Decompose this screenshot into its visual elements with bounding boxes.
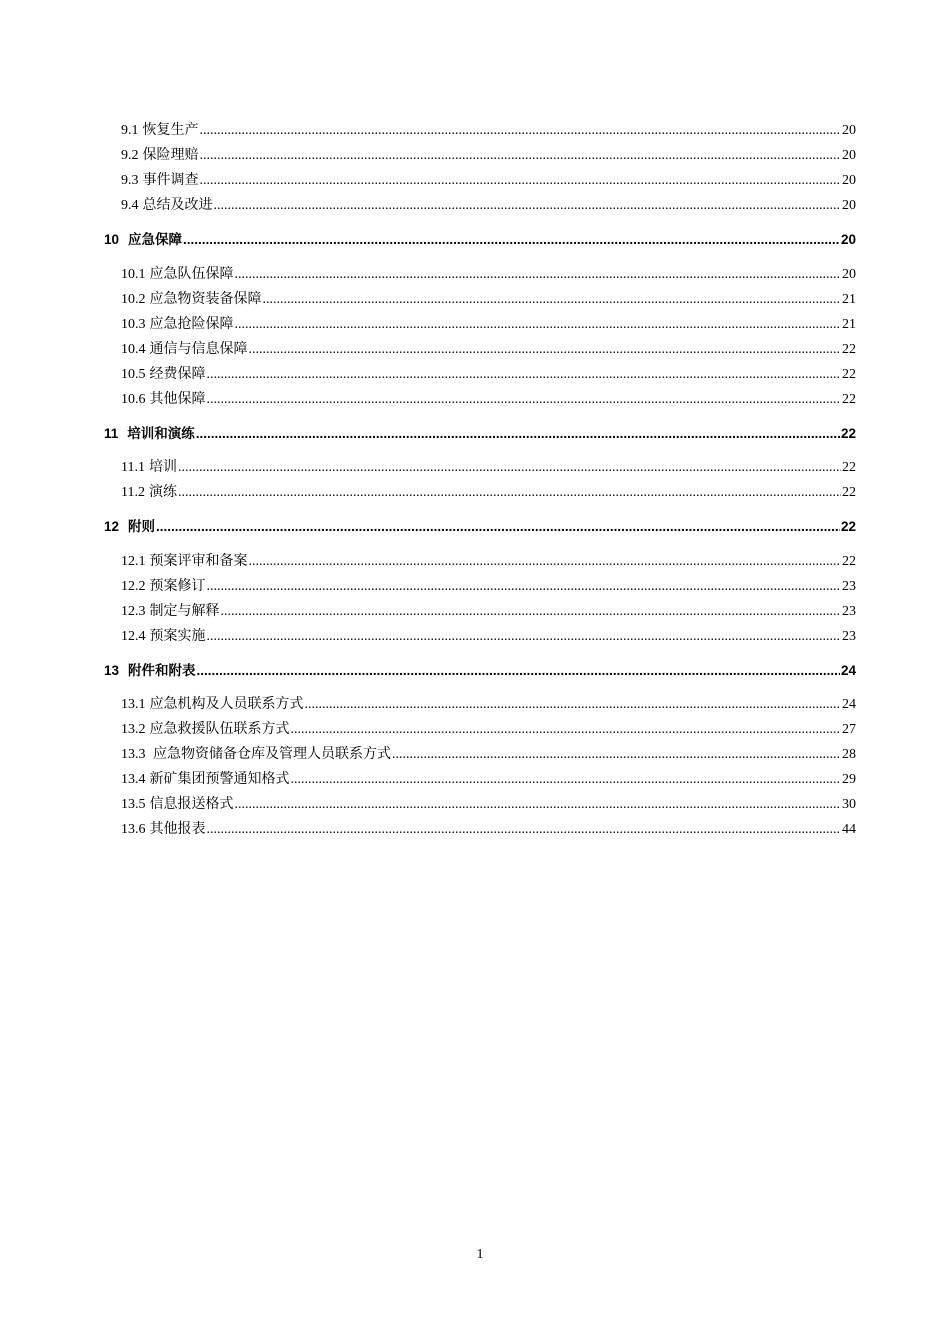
toc-entry-label: 10.2 应急物资装备保障 [121,292,262,307]
toc-page-number: 22 [842,342,856,357]
toc-entry-13-2[interactable] [121,720,856,740]
toc-entry-label: 13.2 应急救援队伍联系方式 [121,722,290,737]
toc-leader-dots [263,290,842,310]
toc-entry-label: 11.1 培训 [121,460,177,475]
toc-entry-label: 12.4 预案实施 [121,629,206,644]
toc-entry-10-3[interactable] [121,315,856,335]
toc-entry-10-4[interactable] [121,340,856,360]
toc-chapter-label: 11 培训和演练 [104,426,195,441]
toc-entry-13-6[interactable] [121,820,856,840]
toc-entry-13-3[interactable] [121,745,856,765]
toc-entry-label: 9.1 恢复生产 [121,123,199,138]
toc-leader-dots [235,265,842,285]
toc-chapter-12[interactable] [104,517,856,537]
toc-page-number: 22 [842,367,856,382]
toc-entry-label: 13.6 其他报表 [121,822,206,837]
toc-leader-dots [196,424,840,444]
toc-entry-label: 10.3 应急抢险保障 [121,317,234,332]
page-number: 1 [476,1247,484,1262]
toc-entry-label: 9.2 保险理赔 [121,148,199,163]
toc-entry-10-6[interactable] [121,390,856,410]
toc-entry-label: 10.6 其他保障 [121,392,206,407]
toc-chapter-11[interactable] [104,424,856,444]
toc-entry-12-2[interactable] [121,577,856,597]
toc-leader-dots [200,146,842,166]
toc-page-number: 24 [842,697,856,712]
toc-leader-dots [207,365,842,385]
toc-entry-9-4[interactable] [121,196,856,216]
toc-entry-9-3[interactable] [121,171,856,191]
toc-entry-label: 12.2 预案修订 [121,579,206,594]
toc-page-number: 44 [842,822,856,837]
toc-page-number: 23 [842,629,856,644]
toc-page-number: 22 [842,460,856,475]
toc-chapter-10[interactable] [104,230,856,250]
toc-leader-dots [156,517,840,537]
toc-entry-12-1[interactable] [121,552,856,572]
toc-leader-dots [178,458,841,478]
toc-leader-dots [291,770,842,790]
toc-page-number: 29 [842,772,856,787]
toc-leader-dots [214,196,842,216]
toc-leader-dots [392,745,841,765]
toc-leader-dots [207,820,842,840]
toc-page-number: 22 [840,426,856,441]
toc-entry-13-1[interactable] [121,695,856,715]
toc-page-number: 20 [842,267,856,282]
toc-entry-13-5[interactable] [121,795,856,815]
toc-entry-label: 13.4 新矿集团预警通知格式 [121,772,290,787]
toc-leader-dots [207,390,842,410]
toc-entry-label: 10.5 经费保障 [121,367,206,382]
toc-entry-11-2[interactable] [121,483,856,503]
toc-leader-dots [235,315,842,335]
toc-leader-dots [197,661,840,681]
toc-leader-dots [200,171,842,191]
toc-page-number: 21 [842,317,856,332]
toc-leader-dots [249,552,842,572]
toc-entry-label: 13.3 应急物资储备仓库及管理人员联系方式 [121,747,391,762]
toc-entry-label: 10.1 应急队伍保障 [121,267,234,282]
toc-leader-dots [183,230,840,250]
toc-entry-label: 13.1 应急机构及人员联系方式 [121,697,304,712]
toc-leader-dots [178,483,841,503]
toc-entry-12-3[interactable] [121,602,856,622]
toc-page-number: 28 [842,747,856,762]
toc-page-number: 23 [842,604,856,619]
toc-entry-10-5[interactable] [121,365,856,385]
toc-entry-11-1[interactable] [121,458,856,478]
toc-entry-13-4[interactable] [121,770,856,790]
toc-entry-10-1[interactable] [121,265,856,285]
toc-page-number: 21 [842,292,856,307]
toc-page-number: 20 [842,123,856,138]
toc-chapter-label: 10 应急保障 [104,232,183,247]
toc-page-number: 30 [842,797,856,812]
toc-leader-dots [235,795,842,815]
toc-entry-9-1[interactable] [121,121,856,141]
toc-entry-12-4[interactable] [121,627,856,647]
toc-entry-label: 11.2 演练 [121,485,177,500]
toc-chapter-13[interactable] [104,661,856,681]
toc-entry-label: 12.1 预案评审和备案 [121,554,248,569]
toc-entry-label: 12.3 制定与解释 [121,604,220,619]
toc-entry-10-2[interactable] [121,290,856,310]
toc-entry-label: 9.4 总结及改进 [121,198,213,213]
toc-leader-dots [221,602,842,622]
toc-page-number: 27 [842,722,856,737]
toc-leader-dots [200,121,842,141]
toc-leader-dots [305,695,842,715]
toc-leader-dots [207,577,842,597]
toc-page-number: 22 [840,519,856,534]
toc-leader-dots [249,340,842,360]
toc-page-number: 22 [842,392,856,407]
toc-entry-label: 10.4 通信与信息保障 [121,342,248,357]
toc-page-number: 23 [842,579,856,594]
toc-leader-dots [207,627,842,647]
toc-entry-label: 9.3 事件调查 [121,173,199,188]
toc-page-number: 22 [842,485,856,500]
toc-chapter-label: 13 附件和附表 [104,663,196,678]
toc-page-number: 20 [842,173,856,188]
toc-entry-label: 13.5 信息报送格式 [121,797,234,812]
toc-entry-9-2[interactable] [121,146,856,166]
toc-page-number: 22 [842,554,856,569]
toc-page-number: 20 [840,232,856,247]
toc-page-number: 24 [840,663,856,678]
toc-page-number: 20 [842,198,856,213]
toc-leader-dots [291,720,842,740]
toc-page-number: 20 [842,148,856,163]
toc-chapter-label: 12 附则 [104,519,156,534]
